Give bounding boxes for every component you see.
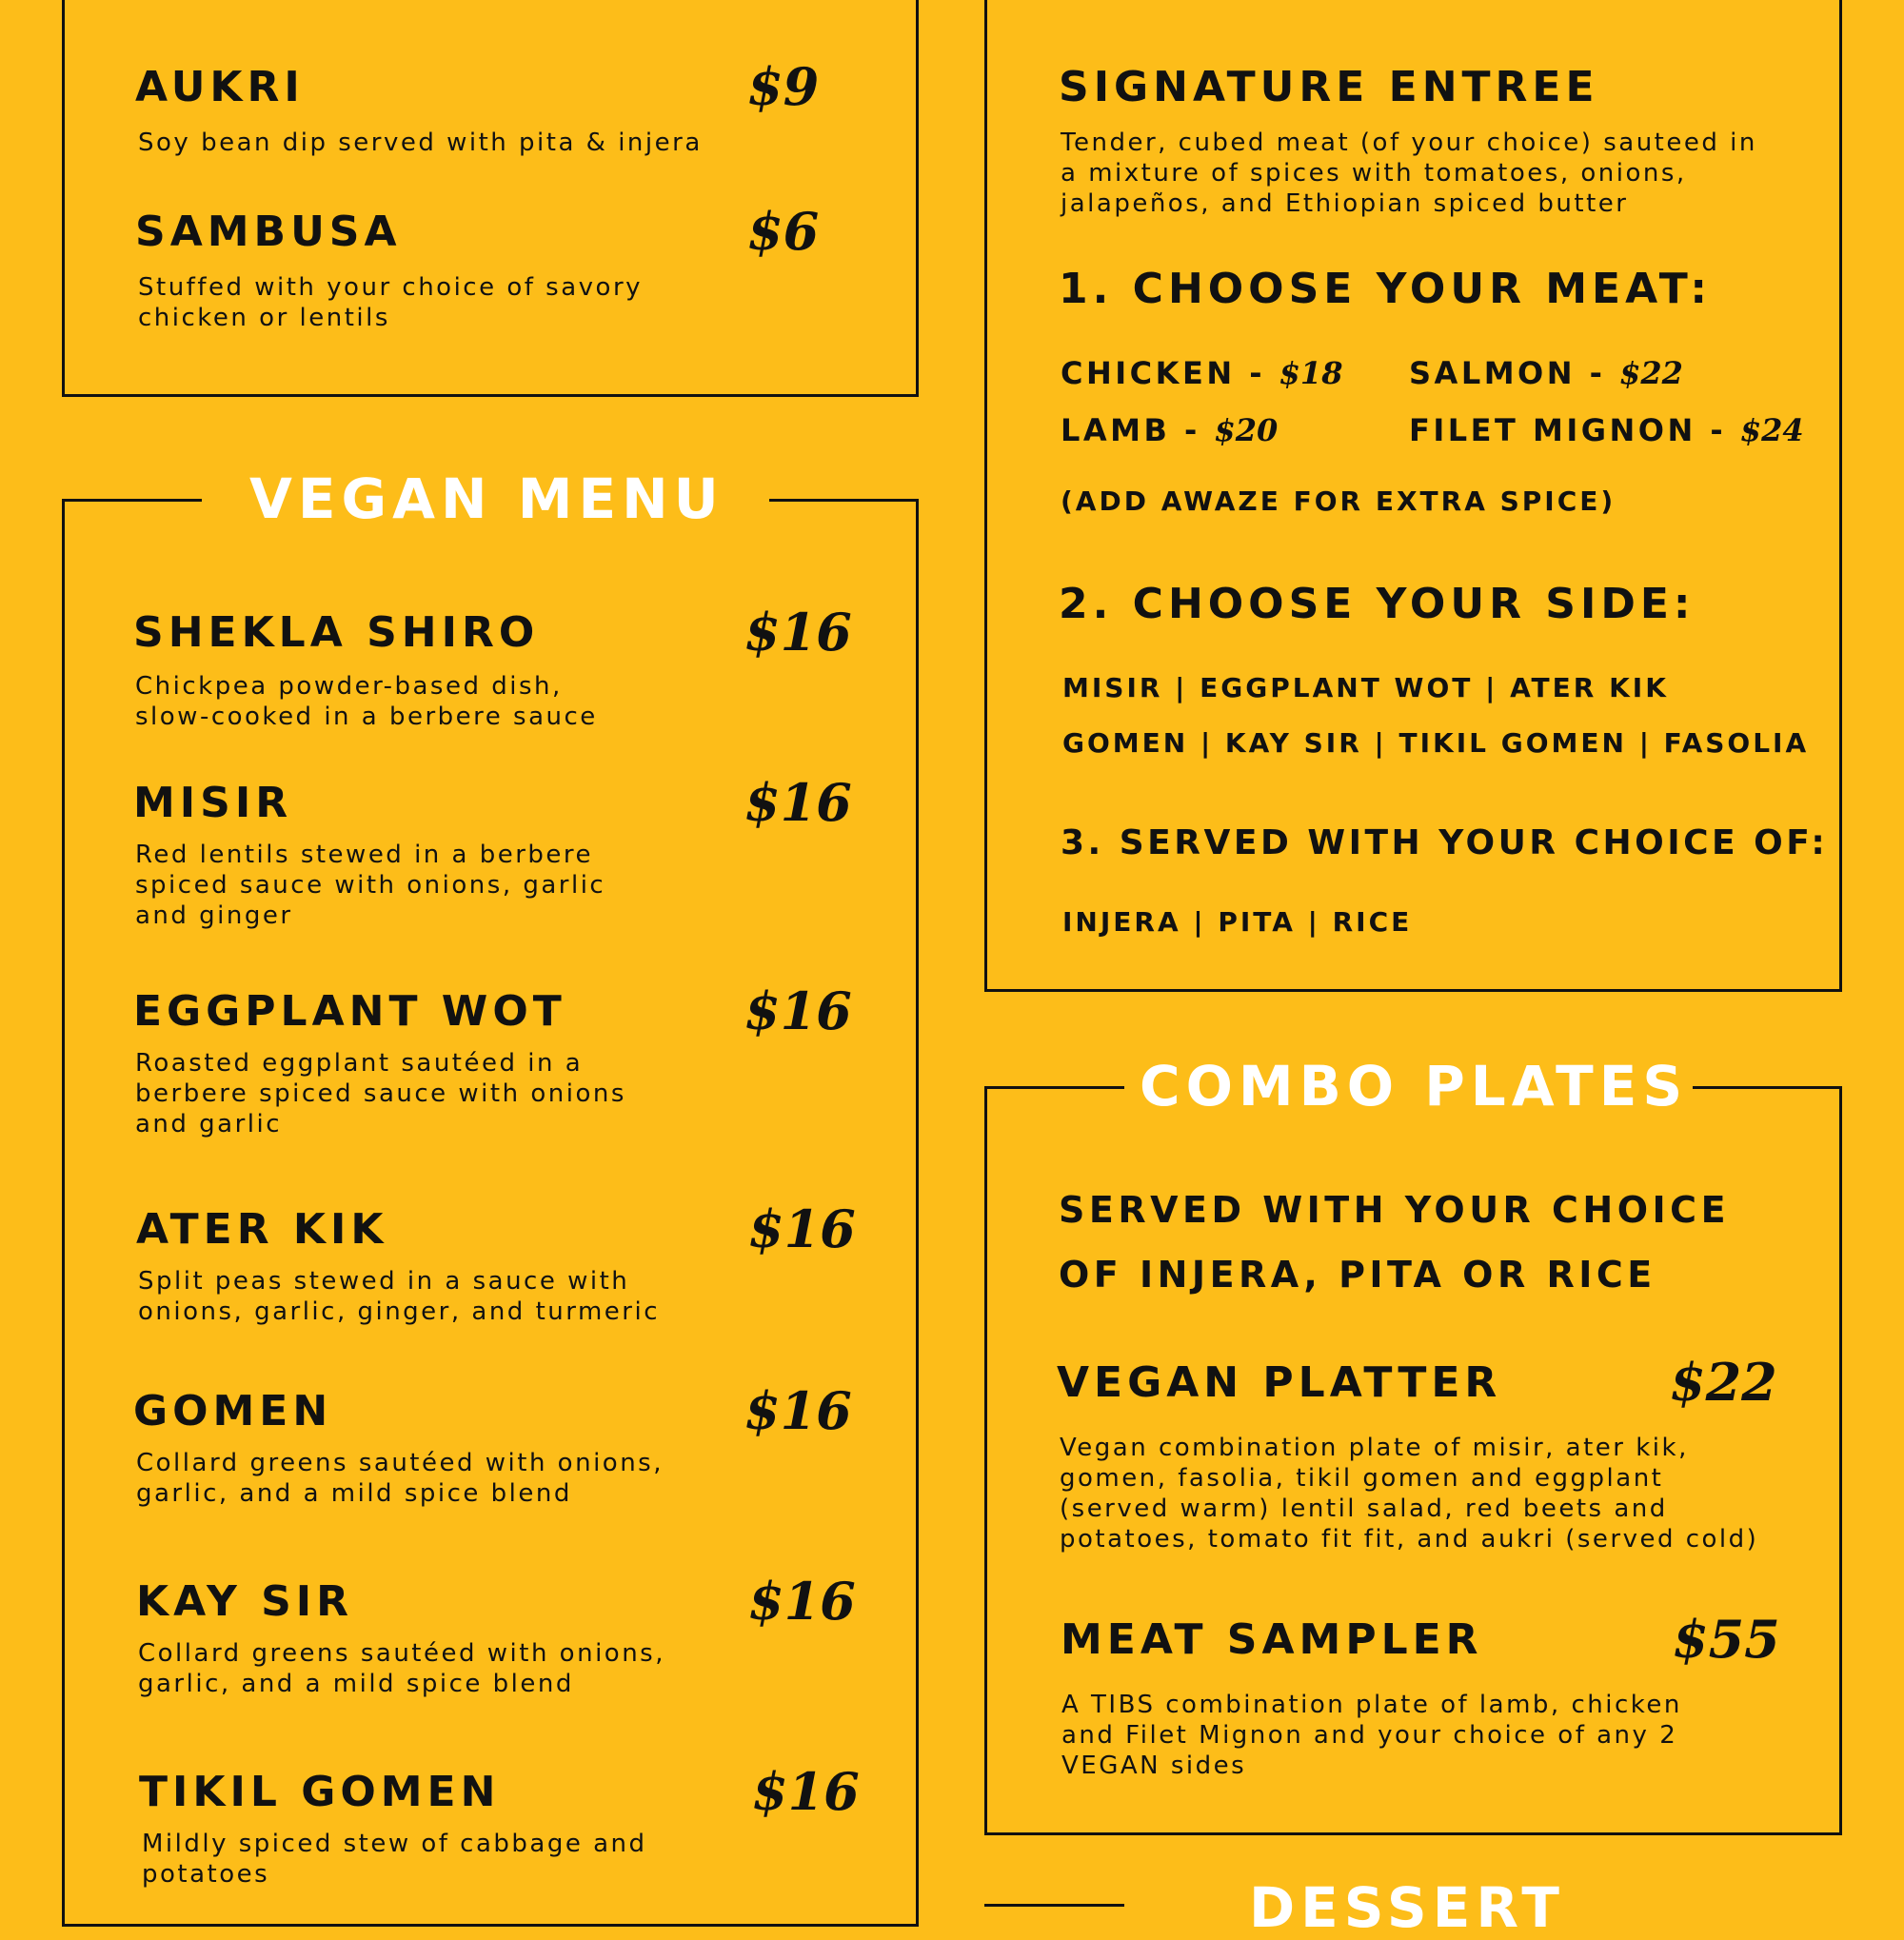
- side-options-line-1: MISIR | EGGPLANT WOT | ATER KIK: [1062, 672, 1669, 703]
- base-options: INJERA | PITA | RICE: [1062, 906, 1413, 938]
- item-price: $55: [1673, 1609, 1780, 1670]
- vegan-menu-title: VEGAN MENU: [249, 466, 724, 531]
- meat-option: [1409, 355, 1683, 391]
- combo-plates-top-border-left: [984, 1086, 1124, 1089]
- item-description: Soy bean dip served with pita & injera: [138, 129, 703, 157]
- signature-entree-title: SIGNATURE ENTREE: [1059, 63, 1599, 111]
- item-description: Split peas stewed in a sauce with onions, garlic, ginger, and turmeric: [138, 1267, 661, 1326]
- item-name: GOMEN: [133, 1387, 333, 1435]
- item-name: MISIR: [133, 779, 293, 827]
- item-name: EGGPLANT WOT: [133, 987, 566, 1036]
- served-with-heading: 3. SERVED WITH YOUR CHOICE OF:: [1061, 823, 1829, 862]
- meat-option-price: $20: [1214, 412, 1279, 448]
- item-description: Collard greens sautéed with onions, garlic, and a mild spice blend: [136, 1449, 664, 1508]
- vegan-menu-top-border-right: [769, 499, 919, 502]
- meat-option: [1061, 355, 1343, 391]
- choose-side-heading: 2. CHOOSE YOUR SIDE:: [1059, 580, 1696, 628]
- item-description: Roasted eggplant sautéed in a berbere spiced sauce with onions and garlic: [135, 1049, 626, 1138]
- item-name: KAY SIR: [136, 1577, 354, 1626]
- choose-meat-heading: 1. CHOOSE YOUR MEAT:: [1059, 265, 1712, 313]
- meat-option: [1409, 412, 1804, 448]
- item-name: TIKIL GOMEN: [139, 1768, 501, 1816]
- meat-option-name: SALMON -: [1409, 355, 1606, 391]
- side-options-line-2: GOMEN | KAY SIR | TIKIL GOMEN | FASOLIA: [1062, 727, 1810, 759]
- meat-option-name: FILET MIGNON -: [1409, 412, 1727, 448]
- dessert-top-border-left: [984, 1904, 1124, 1907]
- dessert-title: DESSERT: [1249, 1875, 1565, 1940]
- item-price: $9: [747, 56, 820, 117]
- combo-intro-line-1: SERVED WITH YOUR CHOICE: [1059, 1189, 1731, 1231]
- item-price: $16: [744, 1380, 852, 1441]
- item-price: $16: [752, 1761, 860, 1822]
- meat-option-price: $22: [1619, 355, 1683, 391]
- item-name: SAMBUSA: [135, 208, 402, 256]
- vegan-menu-top-border-left: [62, 499, 202, 502]
- combo-plates-title: COMBO PLATES: [1140, 1054, 1689, 1118]
- meat-option-name: CHICKEN -: [1061, 355, 1266, 391]
- item-price: $6: [747, 201, 820, 262]
- item-price: $16: [744, 980, 852, 1041]
- item-name: SHEKLA SHIRO: [133, 608, 540, 657]
- item-price: $16: [748, 1198, 856, 1259]
- meat-option-price: $24: [1739, 412, 1804, 448]
- combo-intro-line-2: OF INJERA, PITA OR RICE: [1059, 1254, 1656, 1296]
- item-description: Collard greens sautéed with onions, garlic, and a mild spice blend: [138, 1639, 665, 1698]
- meat-option-price: $18: [1279, 355, 1343, 391]
- awaze-note: (ADD AWAZE FOR EXTRA SPICE): [1061, 485, 1616, 517]
- item-description: Stuffed with your choice of savory chicken or lentils: [138, 273, 644, 332]
- item-price: $22: [1670, 1352, 1777, 1413]
- item-price: $16: [744, 772, 852, 833]
- item-description: A TIBS combination plate of lamb, chicken and Filet Mignon and your choice of any 2 VEGAN sides: [1061, 1691, 1682, 1780]
- signature-entree-description: Tender, cubed meat (of your choice) sauteed in a mixture of spices with tomatoes, onions, jalapeños, and Ethiopian spiced butter: [1061, 129, 1757, 218]
- item-description: Vegan combination plate of misir, ater kik, gomen, fasolia, tikil gomen and eggplant (served warm) lentil salad, red beets and potatoes, tomato fit fit, and aukri (served cold): [1060, 1434, 1759, 1554]
- item-description: Red lentils stewed in a berbere spiced sauce with onions, garlic and ginger: [135, 841, 606, 930]
- item-description: Mildly spiced stew of cabbage and potatoes: [142, 1830, 647, 1889]
- item-description: Chickpea powder-based dish, slow-cooked in a berbere sauce: [135, 672, 598, 731]
- meat-option: [1061, 412, 1279, 448]
- item-price: $16: [744, 602, 852, 663]
- item-name: MEAT SAMPLER: [1061, 1615, 1483, 1664]
- item-name: ATER KIK: [136, 1205, 388, 1254]
- meat-option-name: LAMB -: [1061, 412, 1200, 448]
- item-name: AUKRI: [135, 63, 305, 111]
- combo-plates-top-border-right: [1693, 1086, 1842, 1089]
- item-name: VEGAN PLATTER: [1057, 1358, 1502, 1407]
- item-price: $16: [748, 1571, 856, 1632]
